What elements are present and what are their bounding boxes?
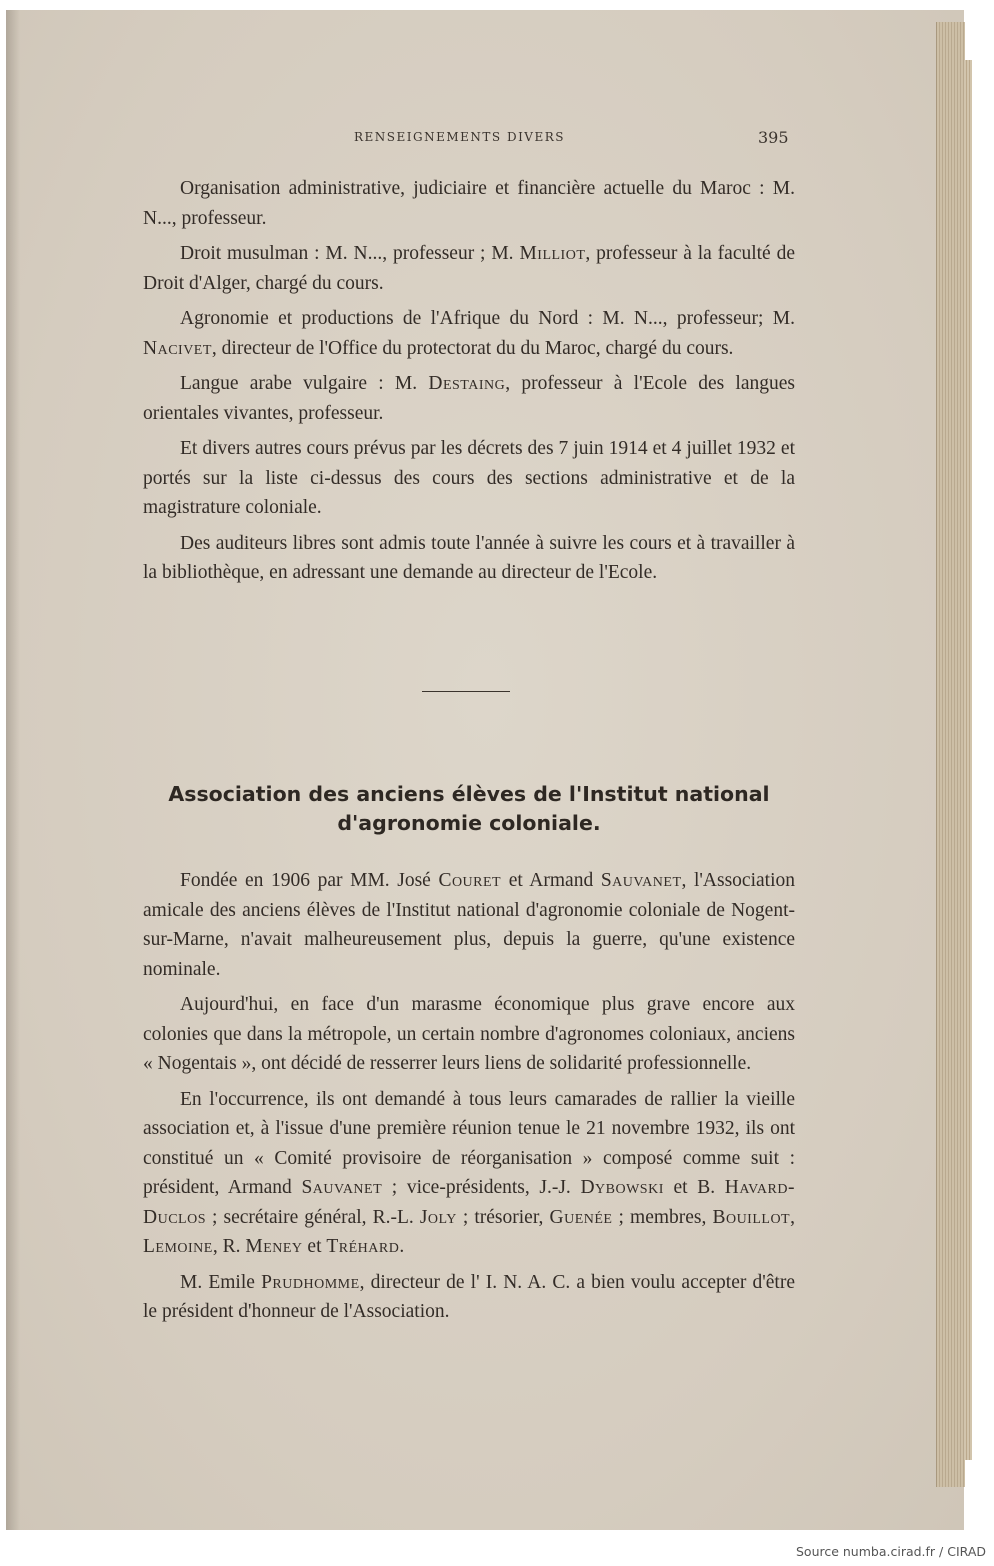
section-title: Association des anciens élèves de l'Institut national d'agronomie coloniale. [168,782,770,835]
course-list-text [143,174,795,594]
paragraph: Droit musulman : M. N..., professeur ; M. Milliot, professeur à la faculté de Droit d'Alger, chargé du cours. [143,243,795,294]
person-name: Guenée [549,1206,613,1228]
source-credit: Source numba.cirad.fr / CIRAD [795,1544,986,1559]
paragraph: Aujourd'hui, en face d'un marasme économique plus grave encore aux colonies que dans la métropole, un certain nombre d'agronomes coloniaux, anciens « Nogentais », ont décidé de resserrer leurs liens de solidarité professionnelle. [143,994,795,1074]
person-name: Tréhard [326,1236,400,1257]
book-page [6,10,964,1530]
paragraph: Organisation administrative, judiciaire et financière actuelle du Maroc : M. N..., professeur. [143,178,795,229]
paragraph: En l'occurrence, ils ont demandé à tous leurs camarades de rallier la vieille association et, à l'issue d'une première réunion tenue le 21 novembre 1932, ils ont constitué un « Comité provisoire de réorganisation » composé comme suit : président, Armand Sauvanet ; vice-présidents, J.-J. Dybowski et B. Havard-Duclos ; secrétaire général, R.-L. Joly ; trésorier, Guenée ; membres, Bouillot, Lemoine, R. Meney et Tréhard. [143,1088,795,1257]
person-name: Destaing [428,373,506,394]
binding-shadow [6,10,20,1530]
person-name: Milliot [519,243,586,264]
paragraph: Agronomie et productions de l'Afrique du Nord : M. N..., professeur; M. Nacivet, directeur de l'Office du protectorat du du Maroc, chargé du cours. [143,308,795,359]
person-name: Sauvanet [301,1177,383,1198]
person-name: Couret [438,870,502,891]
paragraph: Fondée en 1906 par MM. José Couret et Armand Sauvanet, l'Association amicale des anciens élèves de l'Institut national d'agronomie coloniale de Nogent-sur-Marne, n'avait malheureusement plus, depuis la guerre, qu'une existence nominale. [143,870,795,980]
person-name: Joly [419,1206,457,1228]
paragraph: Des auditeurs libres sont admis toute l'année à suivre les cours et à travailler à la bibliothèque, en adressant une demande au directeur de l'Ecole. [143,532,795,583]
person-name: Sauvanet [600,870,682,891]
page-edges [936,22,965,1487]
paragraph: Langue arabe vulgaire : M. Destaing, professeur à l'Ecole des langues orientales vivantes, professeur. [143,373,795,424]
person-name: Lemoine [143,1236,213,1257]
person-name: Nacivet [143,337,212,359]
section-divider [422,691,510,692]
page-number: 395 [758,128,789,147]
association-text [143,866,795,1333]
person-name: Meney [245,1236,303,1257]
person-name: Havard-Duclos [143,1177,795,1228]
running-title: RENSEIGNEMENTS DIVERS [354,130,565,144]
paragraph: Et divers autres cours prévus par les décrets des 7 juin 1914 et 4 juillet 1932 et portés sur la liste ci-dessus des cours des sections administrative et de la magistrature coloniale. [143,438,795,518]
person-name: Bouillot [712,1206,791,1228]
paragraph: M. Emile Prudhomme, directeur de l' I. N. A. C. a bien voulu accepter d'être le président d'honneur de l'Association. [143,1271,795,1322]
person-name: Prudhomme [261,1271,360,1293]
page-edges-inner [964,60,972,1460]
person-name: Dybowski [580,1177,664,1198]
